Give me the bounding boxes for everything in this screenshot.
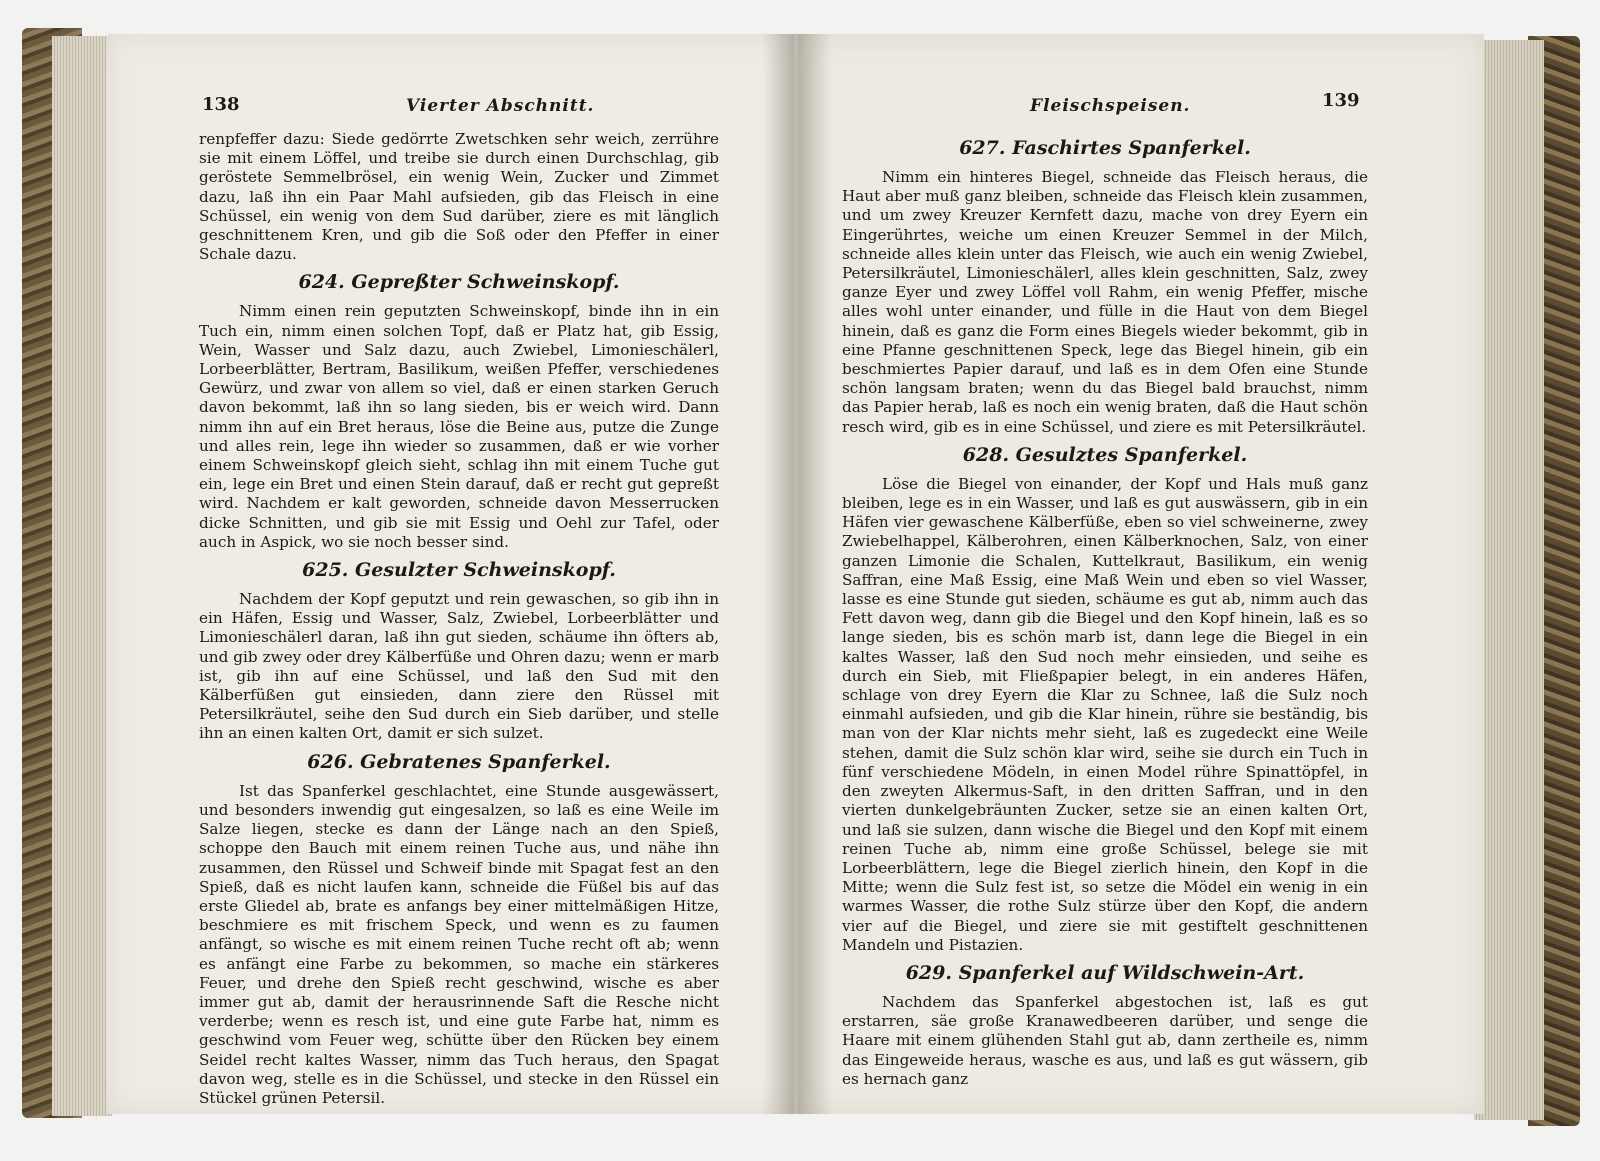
recipe-text: Nimm ein hinteres Biegel, schneide das Fleisch heraus, die Haut aber muß ganz bleiben, schneide das Fleisch klein zusammen, und um zwey Kreuzer Kernfett dazu, mache von drey Eyern ein Eingerührtes, weiche um einen Kreuzer Semmel in der Milch, schneide alles klein unter das Fleisch, wie auch ein wenig Zwiebel, Petersilkräutel, Limonieschälerl, alles klein geschnitten, Salz, zwey ganze Eyer und zwey Löffel voll Rahm, ein wenig Pfeffer, mische alles wohl unter einander, und fülle in die Haut von dem Biegel hinein, daß es ganz die Form eines Biegels wieder bekommt, gib in eine Pfanne geschnittenen Speck, lege das Biegel hinein, gib ein beschmiertes Papier darauf, und laß es in dem Ofen eine Stunde schön langsam braten; wenn du das Biegel bald brauchst, nimm das Papier herab, laß es noch ein wenig braten, daß die Haut schön resch wird, gib es in eine Schüssel, und ziere es mit Petersilkräutel.: [842, 168, 1368, 436]
recipe-text: Ist das Spanferkel geschlachtet, eine Stunde ausgewässert, und besonders inwendig gut eingesalzen, so laß es eine Weile im Salze liegen, stecke es dann der Länge nach an den Spieß, schoppe den Bauch mit einem reinen Tuche aus, und nähe ihn zusammen, den Rüssel und Schweif binde mit Spagat fest an den Spieß, daß es nicht laufen kann, schneide die Füßel bis auf das erste Gliedel ab, brate es anfangs bey einer mittelmäßigen Hitze, beschmiere es mit frischem Speck, und wenn es zu faumen anfängt, so wische es mit einem reinen Tuche recht oft ab; wenn es anfängt eine Farbe zu bekommen, so mache ein stärkeres Feuer, und drehe den Spieß recht geschwind, wische es aber immer gut ab, damit der herausrinnende Saft die Resche nicht verderbe; wenn es resch ist, und eine gute Farbe hat, nimm es geschwind vom Feuer weg, schütte über den Rücken bey einem Seidel recht kaltes Wasser, nimm das Tuch heraus, den Spagat davon weg, stelle es in die Schüssel, und stecke in den Rüssel ein Stückel grünen Petersil.: [199, 781, 719, 1107]
page-edges-right: [1474, 40, 1544, 1120]
page-content: [842, 130, 1368, 1089]
recipe-text: Löse die Biegel von einander, der Kopf und Hals muß ganz bleiben, lege es in ein Wasser, und laß es gut auswässern, gib in ein Häfen vier gewaschene Kälberfüße, eben so viel schweinerne, zwey Zwiebelhappel, Kälberohren, einen Kälberknochen, Salz, von einer ganzen Limonie die Schalen, Kuttelkraut, Basilikum, ein wenig Saffran, eine Maß Essig, eine Maß Wein und eben so viel Wasser, lasse es eine Stunde gut sieden, schäume es gut ab, nimm auch das Fett davon weg, dann gib die Biegel und den Kopf hinein, laß es so lange sieden, bis es schön marb ist, dann lege die Biegel in ein kaltes Wasser, laß den Sud noch mehr einsieden, und seihe es durch ein Sieb, mit Fließpapier belegt, in ein anderes Häfen, schlage von drey Eyern die Klar zu Schnee, laß die Sulz noch einmahl aufsieden, und gib die Klar hinein, rühre sie beständig, bis man von der Klar nichts mehr sieht, laß es zugedeckt eine Weile stehen, damit die Sulz schön klar wird, seihe sie durch ein Tuch in fünf verschiedene Mödeln, in einen Model rühre Spinattöpfel, in den zweyten Alkermus-Saft, in den dritten Saffran, und in den vierten dunkelgebräunten Zucker, setze sie an einen kalten Ort, und laß sie sulzen, dann wische die Biegel und den Kopf mit einem reinen Tuche ab, nimm eine große Schüssel, belege sie mit Lorbeerblättern, lege die Biegel zierlich hinein, den Kopf in die Mitte; wenn die Sulz fest ist, so setze die Mödel ein wenig in ein warmes Wasser, die rothe Sulz stürze über den Kopf, die andern vier auf die Biegel, und ziere sie mit gestiftelt geschnittenen Mandeln und Pistazien.: [842, 474, 1368, 954]
recipe-heading: 629. Spanferkel auf Wildschwein-Art.: [905, 961, 1305, 984]
recipe-text: Nachdem das Spanferkel abgestochen ist, laß es gut erstarren, säe große Kranawedbeeren darüber, und senge die Haare mit einem glühenden Stahl gut ab, dann zertheile es, nimm das Eingeweide heraus, wasche es aus, und laß es gut wässern, gib es hernach ganz: [842, 992, 1368, 1088]
recipe-heading: 626. Gebratenes Spanferkel.: [307, 750, 611, 773]
running-head: Fleischspeisen.: [1030, 96, 1191, 116]
right-page: [798, 34, 1484, 1114]
open-book: [22, 28, 1580, 1138]
recipe-text: Nimm einen rein geputzten Schweinskopf, binde ihn in ein Tuch ein, nimm einen solchen Topf, daß er Platz hat, gib Essig, Wein, Wasser und Salz dazu, auch Zwiebel, Limonieschälerl, Lorbeerblätter, Bertram, Basilikum, weißen Pfeffer, verschiedenes Gewürz, und zwar von allem so viel, daß er einen starken Geruch davon bekommt, laß ihn so lang sieden, bis er weich wird. Dann nimm ihn auf ein Bret heraus, löse die Beine aus, putze die Zunge und alles rein, lege ihn wieder so zusammen, daß er wie vorher einem Schweinskopf gleich sieht, schlag ihn mit einem Tuche gut ein, lege ein Bret und einen Stein darauf, daß er recht gut gepreßt wird. Nachdem er kalt geworden, schneide davon Messerrucken dicke Schnitten, und gib sie mit Essig und Oehl zur Tafel, oder auch in Aspick, wo sie noch besser sind.: [199, 302, 719, 551]
recipe-heading: 627. Faschirtes Spanferkel.: [959, 137, 1251, 159]
left-page: [106, 34, 794, 1114]
page-content: [199, 130, 719, 1108]
page-edges-left: [52, 36, 112, 1116]
book-gutter: [762, 34, 832, 1114]
recipe-heading: 625. Gesulzter Schweinskopf.: [302, 559, 616, 582]
recipe-text: Nachdem der Kopf geputzt und rein gewaschen, so gib ihn in ein Häfen, Essig und Wasser, Salz, Zwiebel, Lorbeerblätter und Limonieschälerl daran, laß ihn gut sieden, schäume ihn öfters ab, und gib zwey oder drey Kälberfüße und Ohren dazu; wenn er marb ist, gib ihn auf eine Schüssel, und laß den Sud mit den Kälberfüßen gut einsieden, dann ziere den Rüssel mit Petersilkräutel, seihe den Sud durch ein Sieb darüber, und stelle ihn an einen kalten Ort, damit er sich sulzet.: [199, 590, 719, 743]
continued-paragraph: renpfeffer dazu: Siede gedörrte Zwetschken sehr weich, zerrühre sie mit einem Löffel, und treibe sie durch einen Durchschlag, gib geröstete Semmelbrösel, ein wenig Wein, Zucker und Zimmet dazu, laß ihn ein Paar Mahl aufsieden, gib das Fleisch in eine Schüssel, ein wenig von dem Sud darüber, ziere es mit länglich geschnittenem Kren, und gib die Soß oder den Pfeffer in einer Schale dazu.: [199, 130, 719, 264]
page-number: 139: [1322, 90, 1360, 111]
recipe-heading: 628. Gesulztes Spanferkel.: [962, 443, 1248, 466]
recipe-heading: 624. Gepreßter Schweinskopf.: [298, 271, 620, 294]
running-head: Vierter Abschnitt.: [406, 96, 595, 116]
page-number: 138: [202, 94, 240, 115]
